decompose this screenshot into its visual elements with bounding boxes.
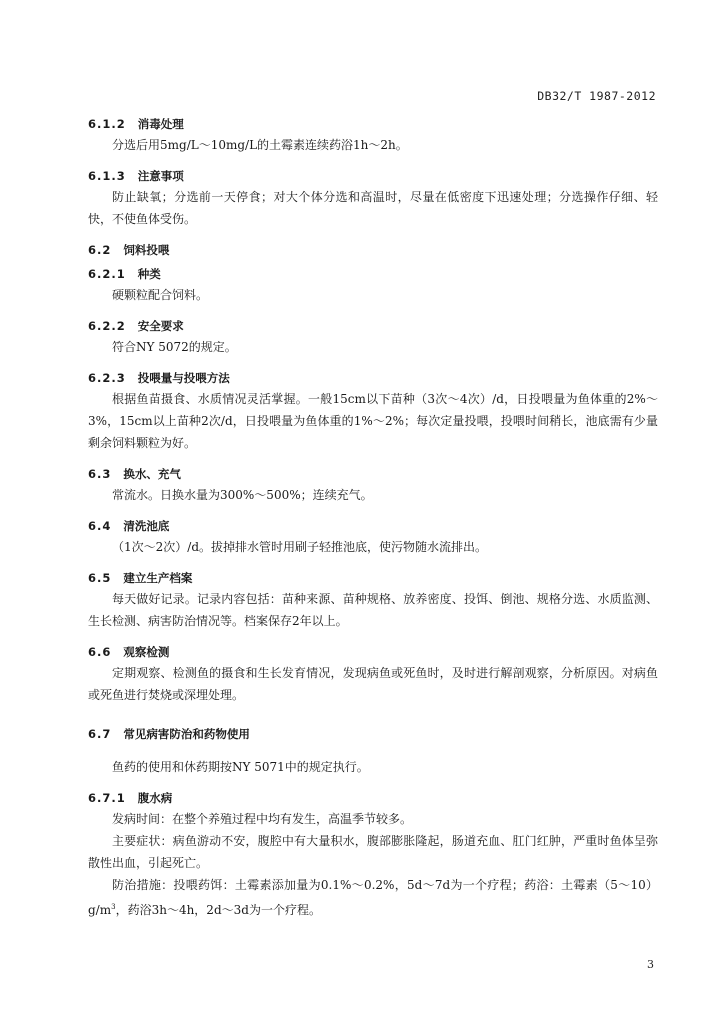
section-heading-6-3 bbox=[88, 460, 658, 484]
unit-superscript: 3 bbox=[111, 903, 116, 911]
section-heading-6-6 bbox=[88, 638, 658, 662]
section-title: 饲料投喂 bbox=[123, 243, 170, 257]
paragraph: 硬颗粒配合饲料。 bbox=[112, 288, 209, 302]
section-number: 6.1.3 bbox=[88, 169, 126, 183]
document-body bbox=[88, 110, 658, 921]
section-number: 6.7 bbox=[88, 727, 112, 741]
section-title: 清洗池底 bbox=[123, 519, 170, 533]
section-heading-6-2-3 bbox=[88, 364, 658, 388]
paragraph: 定期观察、检测鱼的摄食和生长发育情况，发现病鱼或死鱼时，及时进行解剖观察，分析原因。对病鱼或死鱼进行焚烧或深埋处理。 bbox=[88, 666, 658, 702]
section-title: 建立生产档案 bbox=[123, 571, 193, 585]
paragraph: 常流水。日换水量为300%～500%；连续充气。 bbox=[112, 488, 373, 502]
paragraph-symptoms: 主要症状：病鱼游动不安，腹腔中有大量积水，腹部膨胀隆起，肠道充血、肛门红肿，严重时鱼体呈弥散性出血，引起死亡。 bbox=[88, 834, 658, 870]
paragraph-onset-time: 发病时间：在整个养殖过程中均有发生，高温季节较多。 bbox=[112, 812, 413, 826]
section-heading-6-2-1 bbox=[88, 260, 658, 284]
paragraph-treatment bbox=[88, 874, 658, 921]
paragraph: 每天做好记录。记录内容包括：苗种来源、苗种规格、放养密度、投饵、倒池、规格分选、水质监测、生长检测、病害防治情况等。档案保存2年以上。 bbox=[88, 592, 658, 628]
section-heading-6-1-2 bbox=[88, 110, 658, 134]
section-heading-6-5 bbox=[88, 564, 658, 588]
paragraph: 符合NY 5072的规定。 bbox=[112, 340, 237, 354]
section-heading-6-4 bbox=[88, 512, 658, 536]
section-title: 安全要求 bbox=[137, 319, 184, 333]
section-number: 6.1.2 bbox=[88, 117, 126, 131]
standard-code: DB32/T 1987-2012 bbox=[537, 89, 656, 103]
paragraph: 根据鱼苗摄食、水质情况灵活掌握。一般15cm以下苗种（3次～4次）/d，日投喂量为鱼体重的2%～3%，15cm以上苗种2次/d，日投喂量为鱼体重的1%～2%；每次定量投喂，投喂时间稍长，池底需有少量剩余饲料颗粒为好。 bbox=[88, 392, 658, 450]
section-heading-6-2-2 bbox=[88, 312, 658, 336]
section-number: 6.2 bbox=[88, 243, 112, 257]
section-title: 投喂量与投喂方法 bbox=[137, 371, 230, 385]
unit-prefix: g/m bbox=[88, 903, 112, 917]
section-title: 腹水病 bbox=[137, 791, 173, 805]
section-heading-6-2 bbox=[88, 236, 658, 260]
section-title: 换水、充气 bbox=[123, 467, 181, 481]
section-heading-6-7 bbox=[88, 720, 658, 744]
section-title: 注意事项 bbox=[137, 169, 184, 183]
section-number: 6.6 bbox=[88, 645, 112, 659]
section-title: 消毒处理 bbox=[137, 117, 184, 131]
section-title: 种类 bbox=[137, 267, 161, 281]
section-heading-6-7-1 bbox=[88, 784, 658, 808]
section-title: 观察检测 bbox=[123, 645, 170, 659]
section-number: 6.2.2 bbox=[88, 319, 126, 333]
paragraph: 防止缺氧；分选前一天停食；对大个体分选和高温时，尽量在低密度下迅速处理；分选操作仔细、轻快，不使鱼体受伤。 bbox=[88, 190, 658, 226]
treatment-text-end: ，药浴3h～4h，2d～3d为一个疗程。 bbox=[115, 903, 321, 917]
paragraph: （1次～2次）/d。拔掉排水管时用刷子轻推池底，使污物随水流排出。 bbox=[112, 540, 487, 554]
treatment-text: 防治措施：投喂药饵：土霉素添加量为0.1%～0.2%，5d～7d为一个疗程；药浴：土霉素（5～10） bbox=[112, 878, 658, 892]
section-number: 6.2.3 bbox=[88, 371, 126, 385]
page-number: 3 bbox=[647, 958, 654, 971]
section-number: 6.5 bbox=[88, 571, 112, 585]
paragraph: 鱼药的使用和休药期按NY 5071中的规定执行。 bbox=[112, 760, 369, 774]
section-number: 6.7.1 bbox=[88, 791, 126, 805]
section-heading-6-1-3 bbox=[88, 162, 658, 186]
section-number: 6.2.1 bbox=[88, 267, 126, 281]
paragraph: 分选后用5mg/L～10mg/L的土霉素连续药浴1h～2h。 bbox=[112, 138, 408, 152]
section-number: 6.3 bbox=[88, 467, 112, 481]
section-title: 常见病害防治和药物使用 bbox=[123, 727, 250, 741]
section-number: 6.4 bbox=[88, 519, 112, 533]
